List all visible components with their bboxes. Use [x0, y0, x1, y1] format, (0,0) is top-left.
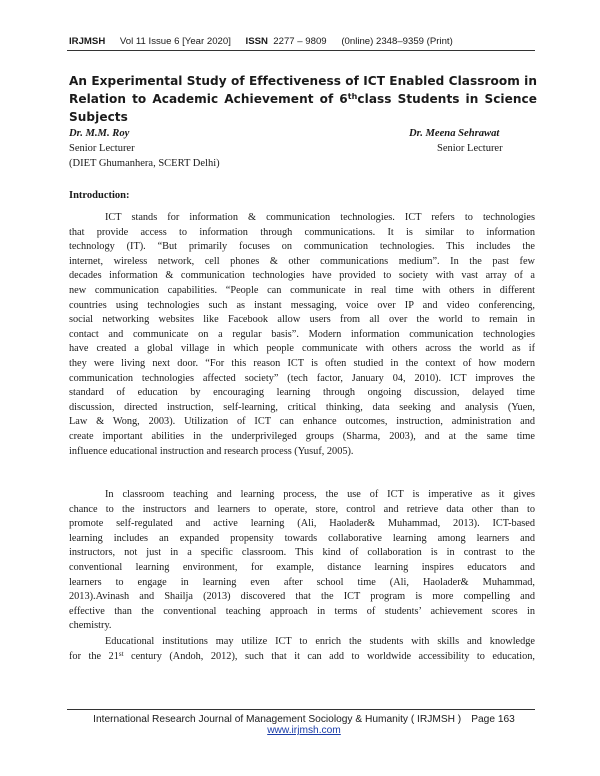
author-1-affiliation: (DIET Ghumanhera, SCERT Delhi): [69, 158, 220, 169]
author-1-name: Dr. M.M. Roy: [69, 128, 130, 139]
footer-divider: [67, 709, 535, 710]
running-header: [69, 36, 539, 47]
page-number: Page 163: [471, 714, 515, 725]
author-2-role: Senior Lecturer: [437, 143, 503, 154]
footer: [69, 714, 539, 736]
author-2-name: Dr. Meena Sehrawat: [409, 128, 500, 139]
header-divider: [67, 50, 535, 51]
journal-link[interactable]: www.irjmsh.com: [267, 725, 341, 736]
paragraph-1: ICT stands for information & communication technologies. ICT refers to technologies that provide access to information through communications. It is similar to information technology (IT). “But primarily focuses on communication technologies. This includes the internet, wireless network, cell phones & other communications medium”. In the past few decades information & communication technologies have provided to society with vast array of a new communication capabilities. “People can communicate in real time with others in different countries using technologies such as instant messaging, voice over IP and video conferencing, social networking websites like Facebook allow users from all over the world to remain in contact and communicate on a regular basis”. Modern information communication technologies have created a global village in which people communicate with others across the world as if they were living next door. “For this reason ICT is often studied in the context of how modern communication technologies affected society” (tech factor, January 04, 2010). ICT improves the standard of education by encouraging learning through ongoing discussion, delayed time discussion, directed instruction, self-learning, critical thinking, data seeking and analysis (Yuen, Law & Wong, 2003). Utilization of ICT can enhance outcomes, instruction, administration and create important abilities in the underprivileged groups (Sharma, 2003), and at the same time influence educational instruction and research process (Yusuf, 2005).: [69, 212, 535, 457]
author-block: [69, 126, 539, 171]
title-line-3: Subjects: [69, 110, 128, 124]
title-line-2: Relation to Academic Achievement of 6thclass Students in Science: [69, 92, 538, 106]
title-line-1: An Experimental Study of Effectiveness of ICT Enabled Classroom in: [69, 74, 537, 88]
title-superscript: th: [347, 92, 358, 101]
footer-journal: International Research Journal of Management Sociology & Humanity ( IRJMSH ): [93, 714, 462, 725]
issn-label: ISSN: [245, 36, 268, 47]
paragraph-2: In classroom teaching and learning process, the use of ICT is imperative as it gives chance to the instructors and learners to operate, store, control and retrieve data other than to promote self-regulated and active learning (Ali, Haolader& Muhammad, 2013). ICT-based learning includes an expanded propensity towards collaborative learning among learners and instructors, not just in a specific classroom. This kind of collaboration is in contrast to the conventional learning environment, for example, distance learning inspires educators and learners to engage in learning even after school time (Ali, Haolader& Muhammad, 2013).Avinash and Shailja (2013) discovered that the ICT program is more compelling and effective than the conventional teaching approach in terms of students’ achievement scores in chemistry.: [69, 489, 535, 632]
paper-title: [69, 72, 537, 126]
author-1-role: Senior Lecturer: [69, 143, 135, 154]
issn-online: (0nline) 2348–9359 (Print): [341, 36, 453, 47]
journal-abbrev: IRJMSH: [69, 36, 106, 47]
section-heading: Introduction:: [69, 190, 130, 201]
paragraph-3: Educational institutions may utilize ICT to enrich the students with skills and knowledge for the 21st century (Andoh, 2012), such that it can add to worldwide accessibility to education,: [69, 636, 535, 662]
volume-info: Vol 11 Issue 6 [Year 2020]: [119, 36, 231, 47]
issn-print-number: 2277 – 9809: [273, 36, 327, 47]
